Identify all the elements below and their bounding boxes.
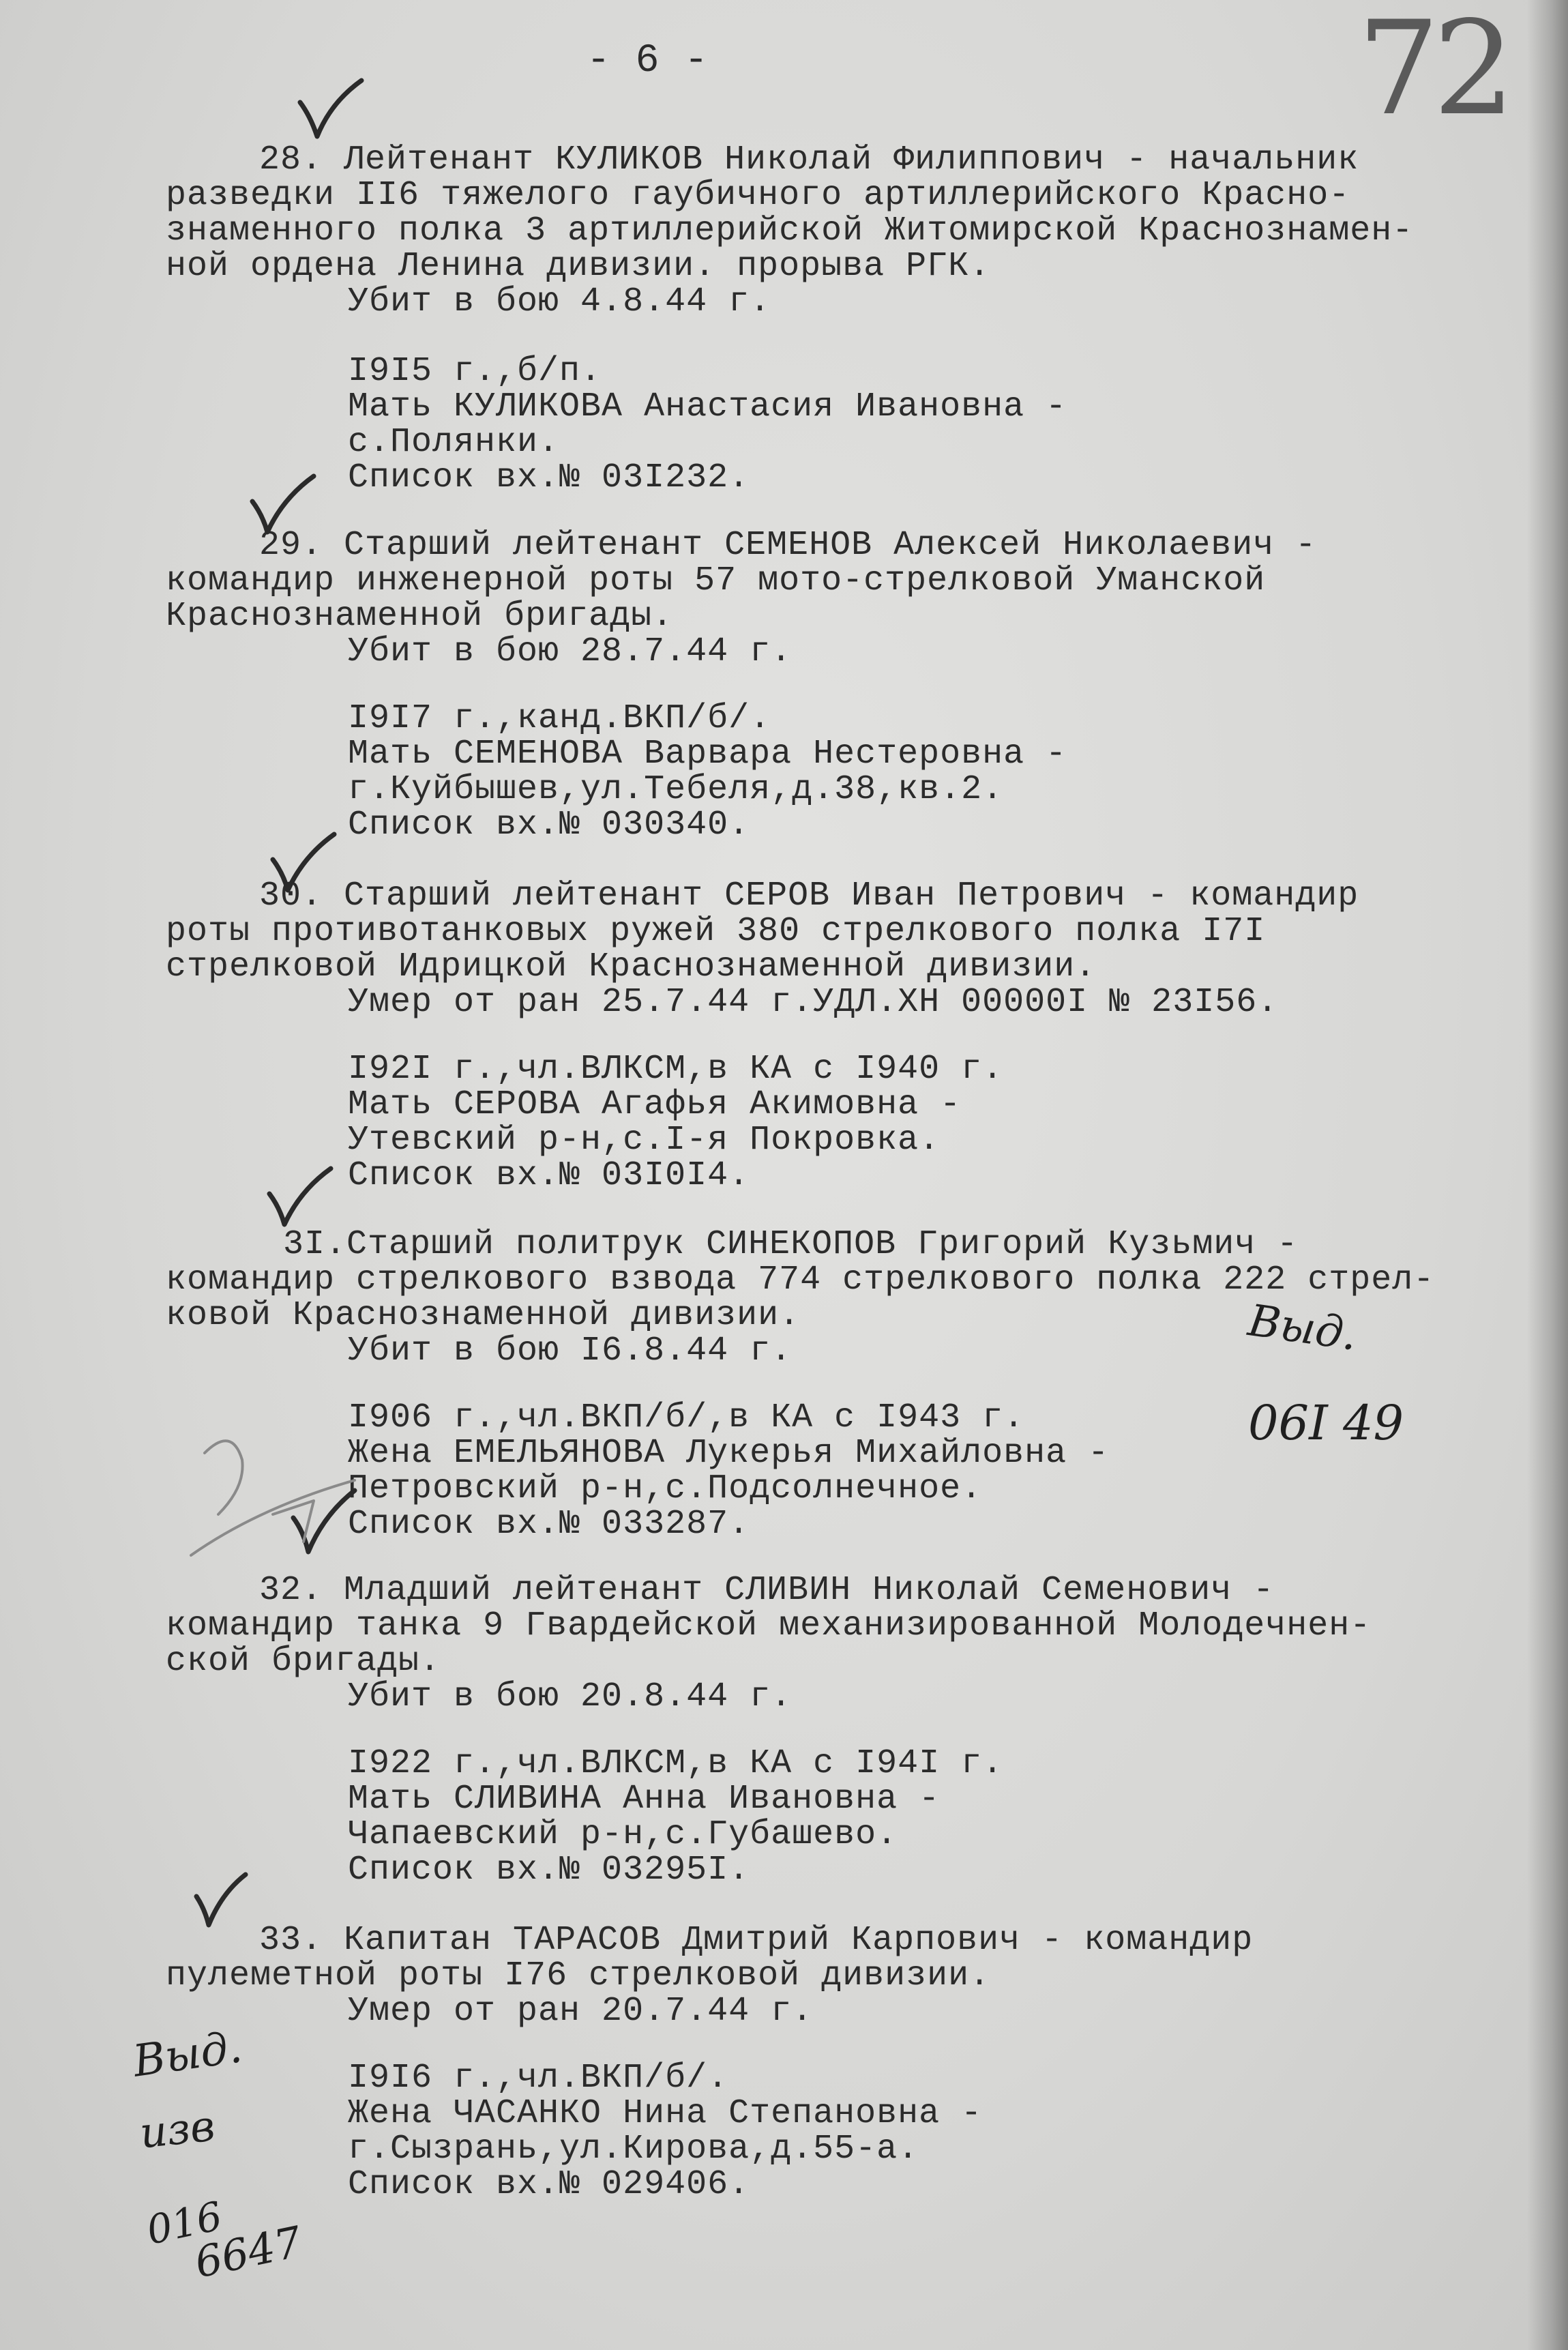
entry-line: командир инженерной роты 57 мото-стрелковой Уманской (166, 561, 1266, 600)
entry-line: Убит в бою 4.8.44 г. (348, 282, 771, 321)
entry-line: Список вх.№ 03295I. (348, 1851, 750, 1890)
entry-line: знаменного полка 3 артиллерийской Житомирской Краснознамен- (166, 211, 1414, 250)
entry-line: ной ордена Ленина дивизии. прорыва РГК. (166, 247, 991, 286)
checkmark-icon (263, 1163, 338, 1231)
entry-line: Список вх.№ 03I0I4. (348, 1156, 750, 1195)
entry-line: ской бригады. (166, 1642, 441, 1681)
entry-line: 32. Младший лейтенант СЛИВИН Николай Семенович - (259, 1571, 1275, 1610)
handwritten-note: 6647 (190, 2216, 306, 2288)
entry-line: I9I5 г.,б/п. (348, 352, 602, 391)
entry-line: стрелковой Идрицкой Краснознаменной дивизии. (166, 948, 1097, 986)
entry-line: 28. Лейтенант КУЛИКОВ Николай Филиппович - начальник (259, 141, 1359, 179)
entry-line: I92I г.,чл.ВЛКСМ,в КА с I940 г. (348, 1050, 1004, 1089)
entry-line: I906 г.,чл.ВКП/б/,в КА с I943 г. (348, 1398, 1025, 1437)
entry-line: Умер от ран 25.7.44 г.УДЛ.ХН 00000I № 23I56. (348, 983, 1279, 1022)
entry-line: Утевский р-н,с.I-я Покровка. (348, 1121, 941, 1160)
entry-line: Жена ЧАСАНКО Нина Степановна - (348, 2094, 983, 2133)
entry-line: пулеметной роты I76 стрелковой дивизии. (166, 1956, 991, 1995)
checkmark-icon (293, 75, 368, 143)
checkmark-icon (191, 1869, 252, 1930)
entry-line: Список вх.№ 03I232. (348, 458, 750, 497)
entry-line: разведки II6 тяжелого гаубичного артиллерийского Красно- (166, 176, 1350, 215)
entry-line: Жена ЕМЕЛЬЯНОВА Лукерья Михайловна - (348, 1434, 1110, 1473)
archive-page-number: 72 (1357, 0, 1509, 144)
checkmark-icon (246, 471, 321, 539)
entry-line: Список вх.№ 029406. (348, 2165, 750, 2204)
entry-line: 29. Старший лейтенант СЕМЕНОВ Алексей Николаевич - (259, 526, 1317, 565)
entry-line: 33. Капитан ТАРАСОВ Дмитрий Карпович - командир (259, 1921, 1254, 1960)
handwritten-note: 06I 49 (1248, 1395, 1404, 1451)
entry-line: с.Полянки. (348, 423, 560, 462)
page-edge-shadow (1527, 0, 1568, 2350)
entry-line: Убит в бою I6.8.44 г. (348, 1332, 793, 1370)
entry-line: 30. Старший лейтенант СЕРОВ Иван Петрович - командир (259, 877, 1359, 915)
entry-line: Чапаевский р-н,с.Губашево. (348, 1815, 898, 1854)
page-number: - 6 - (587, 39, 709, 83)
entry-line: Мать СЛИВИНА Анна Ивановна - (348, 1780, 941, 1819)
entry-line: Мать СЕРОВА Агафья Акимовна - (348, 1085, 962, 1124)
entry-line: Умер от ран 20.7.44 г. (348, 1992, 814, 2031)
entry-line: Убит в бою 20.8.44 г. (348, 1677, 793, 1716)
entry-line: 3I.Старший политрук СИНЕКОПОВ Григорий Кузьмич - (283, 1225, 1299, 1264)
entry-line: I9I6 г.,чл.ВКП/б/. (348, 2059, 729, 2098)
entry-line: Список вх.№ 030340. (348, 806, 750, 844)
entry-line: I922 г.,чл.ВЛКСМ,в КА с I94I г. (348, 1744, 1004, 1783)
entry-line: Петровский р-н,с.Подсолнечное. (348, 1469, 983, 1508)
pencil-scribble-icon (177, 1426, 368, 1562)
entry-line: Список вх.№ 033287. (348, 1505, 750, 1544)
checkmark-icon (266, 829, 341, 897)
entry-line: командир танка 9 Гвардейской механизированной Молодечнен- (166, 1606, 1372, 1645)
entry-line: Краснознаменной бригады. (166, 597, 674, 636)
entry-line: I9I7 г.,канд.ВКП/б/. (348, 699, 771, 738)
entry-line: Мать КУЛИКОВА Анастасия Ивановна - (348, 387, 1067, 426)
entry-line: командир стрелкового взвода 774 стрелкового полка 222 стрел- (166, 1261, 1435, 1299)
handwritten-note: 016 (143, 2192, 226, 2254)
handwritten-note: Выд. (130, 2022, 246, 2087)
entry-line: г.Куйбышев,ул.Тебеля,д.38,кв.2. (348, 770, 1004, 809)
handwritten-note: изв (137, 2100, 218, 2158)
handwritten-note: Выд. (1245, 1295, 1361, 1361)
entry-line: Мать СЕМЕНОВА Варвара Нестеровна - (348, 735, 1067, 774)
entry-line: ковой Краснознаменной дивизии. (166, 1296, 801, 1335)
entry-line: Убит в бою 28.7.44 г. (348, 632, 793, 671)
entry-line: г.Сызрань,ул.Кирова,д.55-а. (348, 2130, 919, 2169)
entry-line: роты противотанковых ружей 380 стрелкового полка I7I (166, 912, 1266, 951)
